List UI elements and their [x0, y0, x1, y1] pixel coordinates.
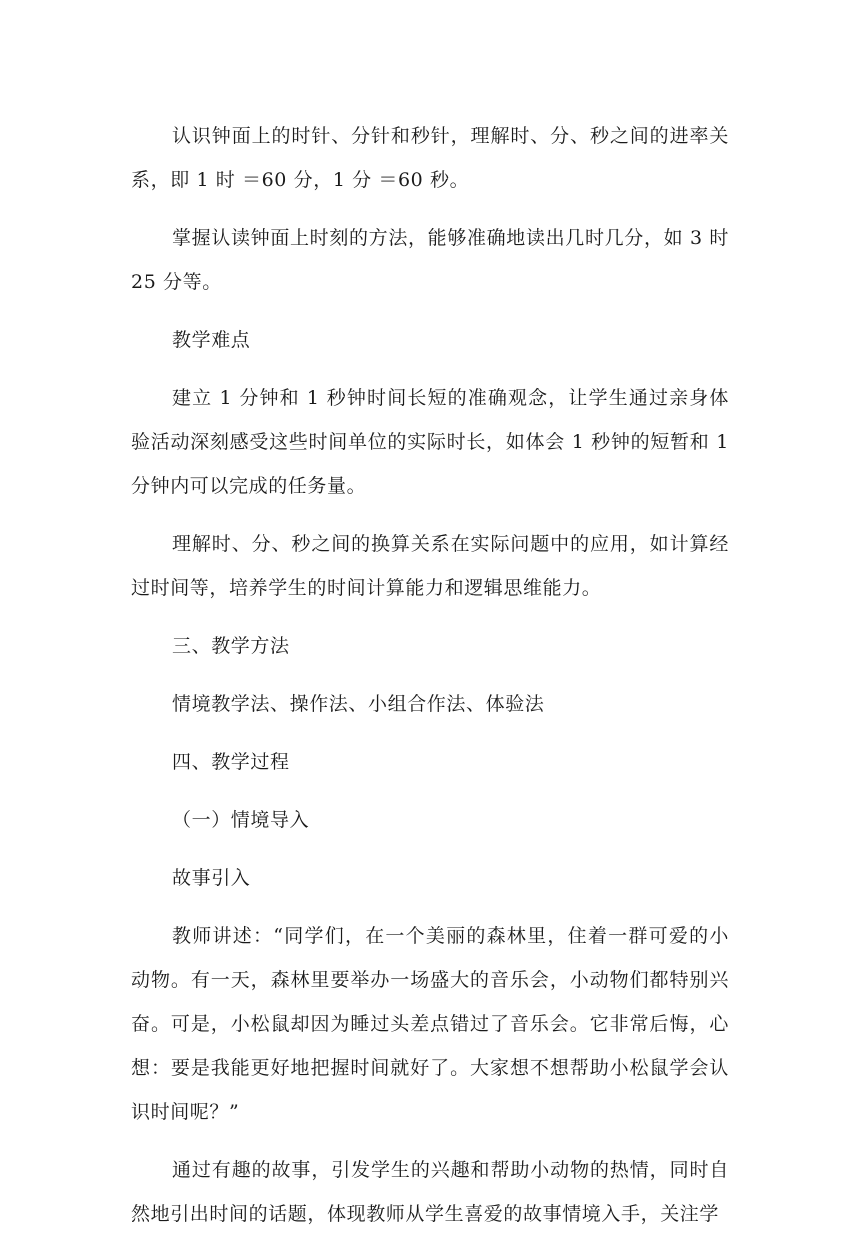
heading-teaching-difficulties: 教学难点	[172, 329, 251, 351]
paragraph-methods-list: 情境教学法、操作法、小组合作法、体验法	[172, 693, 545, 715]
paragraph-objective-read-time: 掌握认读钟面上时刻的方法，能够准确地读出几时几分，如 3 时 25 分等。	[131, 227, 729, 293]
heading-teaching-process: 四、教学过程	[172, 751, 290, 773]
paragraph-story-purpose: 通过有趣的故事，引发学生的兴趣和帮助小动物的热情，同时自然地引出时间的话题，体现教师从学生喜爱的故事情境入手，关注学	[131, 1159, 729, 1225]
heading-situation-intro: （一）情境导入	[172, 809, 310, 831]
document-body	[131, 114, 729, 1250]
heading-teaching-methods: 三、教学方法	[172, 635, 290, 657]
paragraph-teacher-story: 教师讲述：“同学们，在一个美丽的森林里，住着一群可爱的小动物。有一天，森林里要举办一场盛大的音乐会，小动物们都特别兴奋。可是，小松鼠却因为睡过头差点错过了音乐会。它非常后悔，心想：要是我能更好地把握时间就好了。大家想不想帮助小松鼠学会认识时间呢？”	[131, 925, 729, 1123]
paragraph-objective-clock-hands: 认识钟面上的时针、分针和秒针，理解时、分、秒之间的进率关系，即 1 时 ＝60 分，1 分 ＝60 秒。	[131, 125, 729, 191]
paragraph-difficulty-time-sense: 建立 1 分钟和 1 秒钟时间长短的准确观念，让学生通过亲身体验活动深刻感受这些时间单位的实际时长，如体会 1 秒钟的短暂和 1 分钟内可以完成的任务量。	[131, 387, 729, 497]
heading-story-intro: 故事引入	[172, 867, 251, 889]
paragraph-difficulty-conversion: 理解时、分、秒之间的换算关系在实际问题中的应用，如计算经过时间等，培养学生的时间计算能力和逻辑思维能力。	[131, 533, 729, 599]
